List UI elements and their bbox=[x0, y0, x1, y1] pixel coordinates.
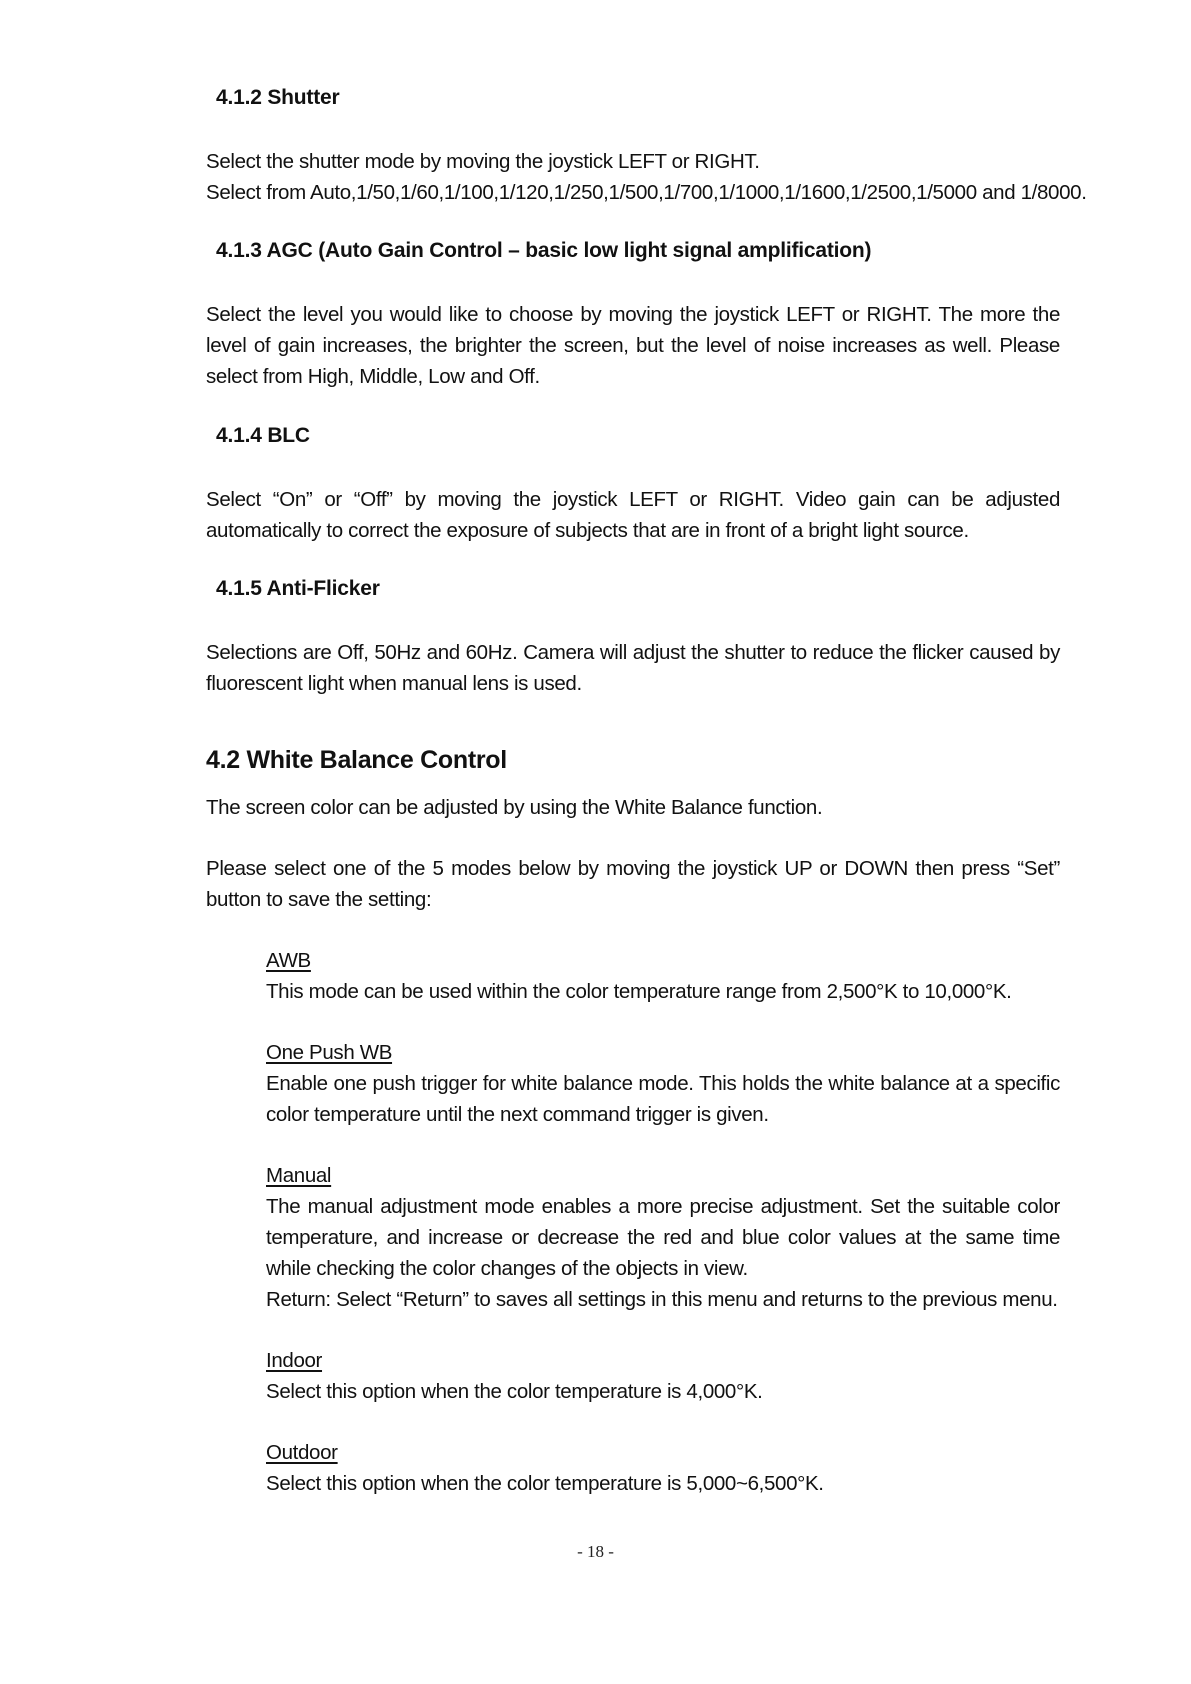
wb-mode-one-push bbox=[266, 1037, 1060, 1130]
wb-mode-description: Select this option when the color temperature is 4,000°K. bbox=[266, 1380, 763, 1403]
wb-mode-return-note: Return: Select “Return” to saves all settings in this menu and returns to the previous menu. bbox=[266, 1288, 1058, 1311]
wb-mode-manual bbox=[266, 1160, 1060, 1315]
blc-paragraph: Select “On” or “Off” by moving the joystick LEFT or RIGHT. Video gain can be adjusted automatically to correct the exposure of subjects that are in front of a bright light source. bbox=[206, 488, 1060, 542]
wb-mode-awb bbox=[266, 945, 1060, 1007]
wb-mode-outdoor bbox=[266, 1437, 1060, 1499]
wb-mode-description: Select this option when the color temperature is 5,000~6,500°K. bbox=[266, 1472, 824, 1495]
section-heading-agc: 4.1.3 AGC (Auto Gain Control – basic low light signal amplification) bbox=[216, 239, 872, 262]
wb-mode-title: Outdoor bbox=[266, 1441, 338, 1464]
wb-mode-title: AWB bbox=[266, 949, 311, 972]
wb-mode-title: Indoor bbox=[266, 1349, 323, 1372]
wb-mode-description: This mode can be used within the color temperature range from 2,500°K to 10,000°K. bbox=[266, 980, 1012, 1003]
section-heading-shutter: 4.1.2 Shutter bbox=[216, 86, 340, 109]
white-balance-instruction: Please select one of the 5 modes below by moving the joystick UP or DOWN then press “Set” button to save the setting: bbox=[206, 857, 1060, 911]
section-heading-anti-flicker: 4.1.5 Anti-Flicker bbox=[216, 577, 380, 600]
agc-paragraph: Select the level you would like to choose by moving the joystick LEFT or RIGHT. The more the level of gain increases, the brighter the screen, but the level of noise increases as well. Please select from High, Middle, Low and Off. bbox=[206, 303, 1060, 388]
section-heading-blc: 4.1.4 BLC bbox=[216, 424, 310, 447]
shutter-line-1: Select the shutter mode by moving the joystick LEFT or RIGHT. bbox=[206, 150, 760, 173]
white-balance-intro: The screen color can be adjusted by using the White Balance function. bbox=[206, 796, 823, 819]
wb-mode-description: The manual adjustment mode enables a more precise adjustment. Set the suitable color temperature, and increase or decrease the red and blue color values at the same time while checking the color changes of the objects in view. bbox=[266, 1195, 1060, 1280]
anti-flicker-paragraph: Selections are Off, 50Hz and 60Hz. Camera will adjust the shutter to reduce the flicker caused by fluorescent light when manual lens is used. bbox=[206, 641, 1060, 695]
page-number: - 18 - bbox=[577, 1542, 614, 1561]
wb-mode-title: One Push WB bbox=[266, 1041, 393, 1064]
wb-mode-description: Enable one push trigger for white balance mode. This holds the white balance at a specific color temperature until the next command trigger is given. bbox=[266, 1072, 1060, 1126]
shutter-paragraph bbox=[206, 146, 1087, 208]
shutter-line-2: Select from Auto,1/50,1/60,1/100,1/120,1/250,1/500,1/700,1/1000,1/1600,1/2500,1/5000 and 1/8000. bbox=[206, 181, 1087, 204]
wb-mode-title: Manual bbox=[266, 1164, 332, 1187]
wb-mode-indoor bbox=[266, 1345, 1060, 1407]
section-heading-white-balance: 4.2 White Balance Control bbox=[206, 746, 507, 774]
